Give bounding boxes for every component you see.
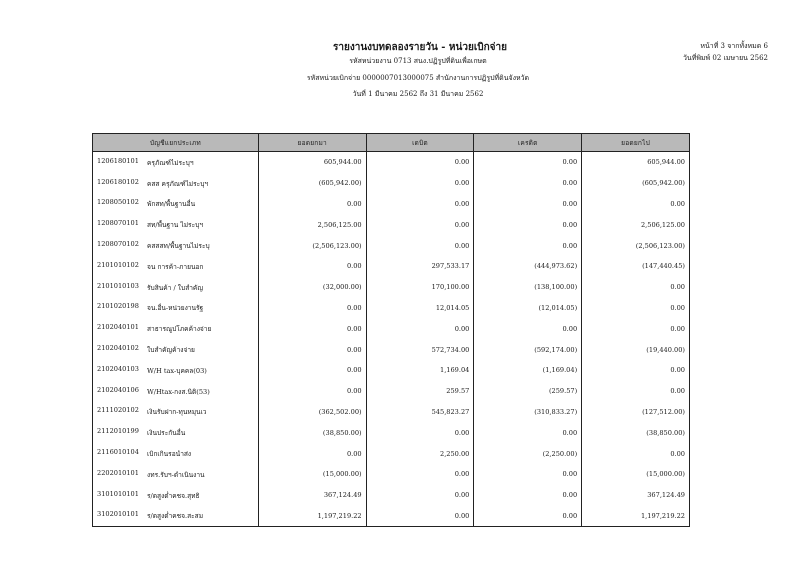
col-debit: เดบิต: [366, 134, 474, 152]
debit-value: 0.00: [366, 485, 474, 506]
carried-forward-value: 1,197,219.22: [582, 506, 690, 527]
account-code: 2102040101: [97, 323, 139, 332]
carried-forward-value: (127,512.00): [582, 402, 690, 423]
credit-value: 0.00: [474, 485, 582, 506]
brought-forward-value: 0.00: [258, 194, 366, 215]
trial-balance-table: [92, 133, 690, 527]
brought-forward-value: 0.00: [258, 318, 366, 339]
account-name: ร/ดสูงต่ำคชจ.สะสม: [147, 512, 204, 521]
account-code: 2202010101: [97, 468, 139, 477]
table-row: [93, 506, 690, 527]
table-row: [93, 256, 690, 277]
credit-value: 0.00: [474, 235, 582, 256]
debit-value: 0.00: [366, 194, 474, 215]
brought-forward-value: 605,944.00: [258, 152, 366, 173]
account-cell: [93, 464, 259, 485]
table-row: [93, 443, 690, 464]
debit-value: 170,100.00: [366, 277, 474, 298]
account-cell: [93, 422, 259, 443]
debit-value: 0.00: [366, 152, 474, 173]
credit-value: 0.00: [474, 214, 582, 235]
debit-value: 1,169.04: [366, 360, 474, 381]
account-code: 2102040102: [97, 344, 139, 353]
credit-value: (2,250.00): [474, 443, 582, 464]
debit-value: 12,014.05: [366, 298, 474, 319]
account-cell: [93, 360, 259, 381]
carried-forward-value: (15,000.00): [582, 464, 690, 485]
brought-forward-value: 0.00: [258, 298, 366, 319]
credit-value: (444,973.62): [474, 256, 582, 277]
account-code: 3101010101: [97, 489, 139, 498]
debit-value: 0.00: [366, 214, 474, 235]
account-name: เงินประกันอื่น: [147, 429, 186, 438]
account-code: 2101010102: [97, 260, 139, 269]
brought-forward-value: (605,942.00): [258, 173, 366, 194]
account-code: 2102040106: [97, 385, 139, 394]
brought-forward-value: 2,506,125.00: [258, 214, 366, 235]
account-name: เงินรับฝาก-ทุนหมุนเว: [147, 408, 207, 417]
account-name: ร/ดสูงต่ำคชจ.สุทธิ: [147, 491, 200, 500]
page-info: [683, 40, 768, 64]
carried-forward-value: 367,124.49: [582, 485, 690, 506]
debit-value: 0.00: [366, 464, 474, 485]
debit-value: 2,250.00: [366, 443, 474, 464]
account-code: 2112010199: [97, 427, 139, 436]
account-name: เบิกเกินรอนำส่ง: [147, 450, 192, 459]
table-row: [93, 339, 690, 360]
table-row: [93, 422, 690, 443]
account-cell: [93, 318, 259, 339]
account-name: สาธารณูปโภคค้างจ่าย: [147, 325, 212, 334]
credit-value: (259.57): [474, 381, 582, 402]
brought-forward-value: (362,502.00): [258, 402, 366, 423]
account-code: 1208070101: [97, 219, 139, 228]
account-cell: [93, 381, 259, 402]
account-cell: [93, 339, 259, 360]
col-brought-forward: ยอดยกมา: [258, 134, 366, 152]
brought-forward-value: 0.00: [258, 256, 366, 277]
col-credit: เครดิต: [474, 134, 582, 152]
account-code: 2111020102: [97, 406, 139, 415]
date-range-line: วันที่ 1 มีนาคม 2562 ถึง 31 มีนาคม 2562: [352, 90, 484, 98]
credit-value: 0.00: [474, 422, 582, 443]
account-cell: [93, 173, 259, 194]
account-name: สท/พื้นฐาน ไม่ระบุฯ: [147, 221, 204, 230]
account-cell: [93, 235, 259, 256]
table-header-row: [93, 134, 690, 152]
page-number: หน้าที่ 3 จากทั้งหมด 6: [700, 42, 768, 50]
table-row: [93, 235, 690, 256]
carried-forward-value: 0.00: [582, 381, 690, 402]
table-row: [93, 402, 690, 423]
carried-forward-value: 0.00: [582, 360, 690, 381]
carried-forward-value: (19,440.00): [582, 339, 690, 360]
credit-value: 0.00: [474, 152, 582, 173]
table-row: [93, 173, 690, 194]
account-code: 3102010101: [97, 510, 139, 519]
account-code: 1206180101: [97, 156, 139, 165]
disbursement-unit-line: รหัสหน่วยเบิกจ่าย 0000007013000075 สำนักงานการปฏิรูปที่ดินจังหวัด: [306, 74, 530, 82]
account-name: ใบสำคัญค้างจ่าย: [147, 346, 195, 355]
account-cell: [93, 256, 259, 277]
account-name: งทร.รับฯ-ดำเนินงาน: [147, 470, 205, 479]
account-name: W/Htax-กงส.นิติ(53): [147, 387, 210, 396]
debit-value: 0.00: [366, 173, 474, 194]
carried-forward-value: 0.00: [582, 277, 690, 298]
credit-value: 0.00: [474, 506, 582, 527]
brought-forward-value: 0.00: [258, 381, 366, 402]
brought-forward-value: 1,197,219.22: [258, 506, 366, 527]
credit-value: 0.00: [474, 464, 582, 485]
carried-forward-value: (147,440.45): [582, 256, 690, 277]
debit-value: 0.00: [366, 506, 474, 527]
table-row: [93, 194, 690, 215]
account-code: 2116010104: [97, 448, 139, 457]
account-name: พักสท/พื้นฐานอื่น: [147, 200, 196, 209]
brought-forward-value: (32,000.00): [258, 277, 366, 298]
brought-forward-value: 0.00: [258, 339, 366, 360]
debit-value: 0.00: [366, 318, 474, 339]
carried-forward-value: 0.00: [582, 318, 690, 339]
brought-forward-value: (15,000.00): [258, 464, 366, 485]
account-cell: [93, 402, 259, 423]
account-name: จน.อื่น-หน่วยงานรัฐ: [147, 304, 204, 313]
account-name: คสสสท/พื้นฐานไม่ระบุ: [147, 242, 210, 251]
account-cell: [93, 152, 259, 173]
table-row: [93, 318, 690, 339]
account-cell: [93, 506, 259, 527]
carried-forward-value: (2,506,123.00): [582, 235, 690, 256]
col-carried-forward: ยอดยกไป: [582, 134, 690, 152]
table-row: [93, 464, 690, 485]
credit-value: (1,169.04): [474, 360, 582, 381]
carried-forward-value: 0.00: [582, 298, 690, 319]
brought-forward-value: 0.00: [258, 443, 366, 464]
debit-value: 259.57: [366, 381, 474, 402]
credit-value: 0.00: [474, 173, 582, 194]
credit-value: (138,100.00): [474, 277, 582, 298]
account-name: จน การค้า-ภายนอก: [147, 262, 204, 271]
print-date: วันที่พิมพ์ 02 เมษายน 2562: [682, 54, 768, 62]
account-code: 1208070102: [97, 240, 139, 249]
debit-value: 0.00: [366, 422, 474, 443]
agency-line: รหัสหน่วยงาน 0713 สนง.ปฏิรูปที่ดินเพื่อเกษต: [349, 57, 487, 65]
account-name: รับสินค้า / ใบสำคัญ: [147, 283, 203, 292]
credit-value: (592,174.00): [474, 339, 582, 360]
credit-value: 0.00: [474, 194, 582, 215]
carried-forward-value: (605,942.00): [582, 173, 690, 194]
credit-value: 0.00: [474, 318, 582, 339]
credit-value: (310,833.27): [474, 402, 582, 423]
carried-forward-value: 605,944.00: [582, 152, 690, 173]
account-code: 2101010103: [97, 281, 139, 290]
account-cell: [93, 194, 259, 215]
carried-forward-value: 0.00: [582, 443, 690, 464]
brought-forward-value: (38,850.00): [258, 422, 366, 443]
carried-forward-value: 2,506,125.00: [582, 214, 690, 235]
credit-value: (12,014.05): [474, 298, 582, 319]
account-cell: [93, 485, 259, 506]
account-code: 2102040103: [97, 364, 139, 373]
brought-forward-value: 367,124.49: [258, 485, 366, 506]
table-row: [93, 360, 690, 381]
debit-value: 572,734.00: [366, 339, 474, 360]
account-cell: [93, 277, 259, 298]
account-code: 2101020198: [97, 302, 139, 311]
table-row: [93, 485, 690, 506]
debit-value: 545,823.27: [366, 402, 474, 423]
table-row: [93, 277, 690, 298]
table-row: [93, 381, 690, 402]
account-code: 1206180102: [97, 177, 139, 186]
debit-value: 297,533.17: [366, 256, 474, 277]
report-title: รายงานงบทดลองรายวัน - หน่วยเบิกจ่าย: [333, 42, 507, 53]
table-row: [93, 214, 690, 235]
carried-forward-value: 0.00: [582, 194, 690, 215]
account-cell: [93, 443, 259, 464]
table-row: [93, 152, 690, 173]
col-account: บัญชีแยกประเภท: [93, 134, 259, 152]
account-name: ครุภัณฑ์ไม่ระบุฯ: [147, 158, 194, 167]
account-name: W/H tax-บุคคล(03): [147, 366, 207, 375]
carried-forward-value: (38,850.00): [582, 422, 690, 443]
brought-forward-value: 0.00: [258, 360, 366, 381]
account-cell: [93, 298, 259, 319]
account-cell: [93, 214, 259, 235]
account-code: 1208050102: [97, 198, 139, 207]
table-row: [93, 298, 690, 319]
brought-forward-value: (2,506,123.00): [258, 235, 366, 256]
account-name: คสส ครุภัณฑ์ไม่ระบุฯ: [147, 179, 209, 188]
debit-value: 0.00: [366, 235, 474, 256]
